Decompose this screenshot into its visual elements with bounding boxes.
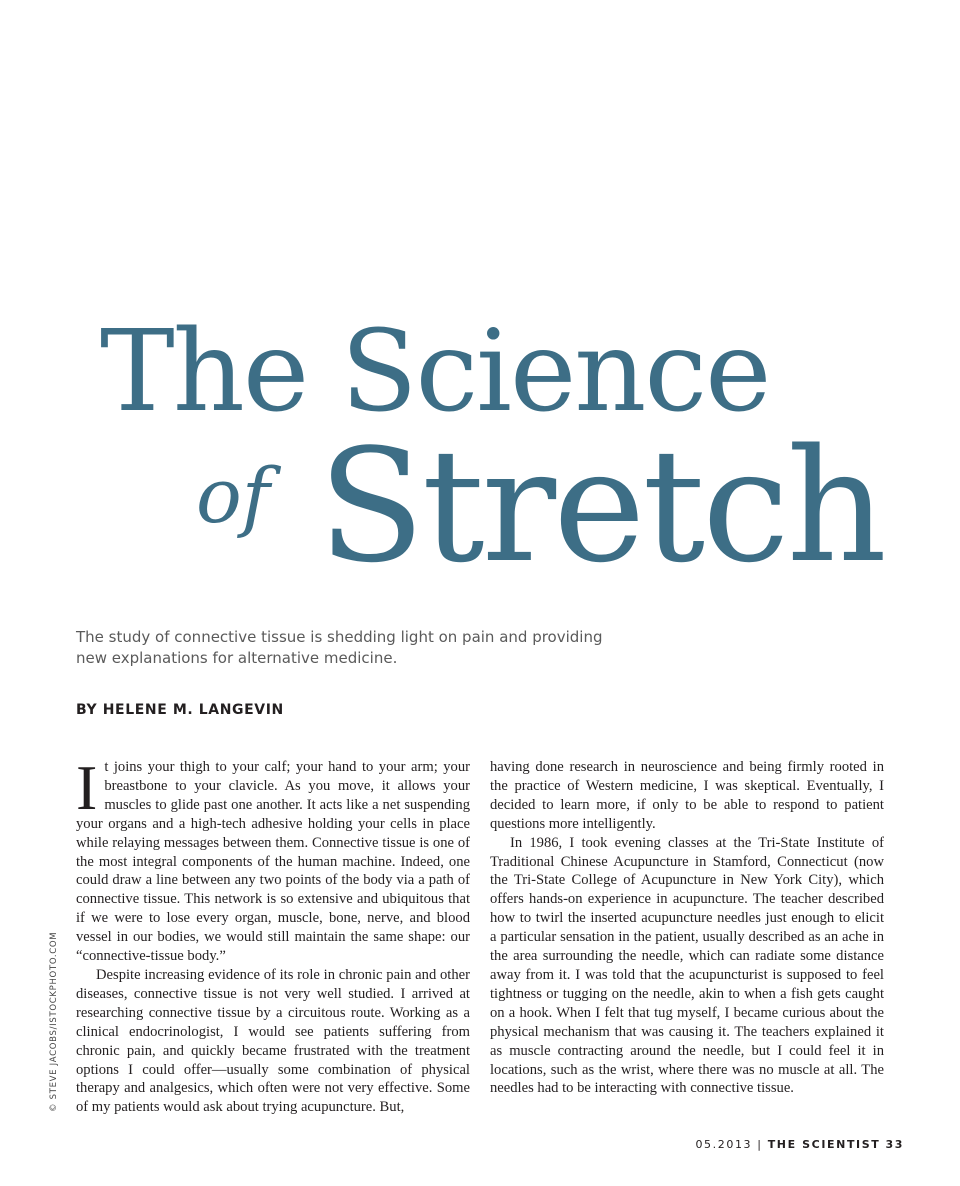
paragraph-3: having done research in neuroscience and being firmly rooted in the practice of Western medicine, I was skeptical. Eventually, I decided to learn more, if only to be able to respond to patient questions more intelligently. xyxy=(490,759,884,832)
paragraph-2: Despite increasing evidence of its role in chronic pain and other diseases, connective tissue is not very well studied. I arrived at researching connective tissue by a circuitous route. Working as a clinical endocrinologist, I would see patients suffering from chronic pain, and quickly became frustrated with the treatment options I could offer—usually some combination of physical therapy and analgesics, which often were not very effective. Some of my patients would ask about trying acupuncture. But, xyxy=(76,966,470,1116)
page-number: 33 xyxy=(885,1138,904,1151)
article-column-right xyxy=(490,758,884,1098)
photo-credit: © STEVE JACOBS/ISTOCKPHOTO.COM xyxy=(49,931,59,1112)
byline: BY HELENE M. LANGEVIN xyxy=(76,702,284,718)
paragraph-1-text: t joins your thigh to your calf; your hand to your arm; your breastbone to your clavicle. As you move, it allows your muscles to glide past one another. It acts like a net suspending your organs and a high-tech adhesive holding your cells in place while relaying messages between them. Connective tissue is one of the most integral components of the human machine. Indeed, one could draw a line between any two points of the body via a path of connective tissue. This network is so extensive and ubiquitous that if we were to lose every organ, muscle, bone, nerve, and blood vessel in our bodies, we would still maintain the same shape: our “connective-tissue body.” xyxy=(76,759,470,965)
dek-subtitle: The study of connective tissue is shedding light on pain and providing new explanations for alternative medicine. xyxy=(76,628,603,667)
paragraph-1 xyxy=(76,752,470,966)
title-of: of xyxy=(196,451,270,540)
paragraph-4: In 1986, I took evening classes at the Tri-State Institute of Traditional Chinese Acupuncture in Stamford, Connecticut (now the Tri-State College of Acupuncture in New York City), which offers hands-on experience in acupuncture. The teacher described how to twirl the inserted acupuncture needles just enough to elicit a particular sensation in the patient, usually described as an ache in the area surrounding the needle, which can radiate some distance away from it. I was told that the acupuncturist is supposed to feel tightness or tugging on the needle, akin to when a fish gets caught on a hook. When I felt that tug myself, I became curious about the physical mechanism that was causing it. The teachers explained it as muscle contracting around the needle, but I could feel it in locations, such as the wrist, where there was no muscle at all. The needles had to be interacting with connective tissue. xyxy=(490,834,884,1097)
drop-cap: I xyxy=(76,752,98,823)
issue-date: 05.2013 xyxy=(695,1138,753,1151)
article-column-left xyxy=(76,752,470,1117)
publication-name: THE SCIENTIST xyxy=(767,1138,881,1151)
title-line-2: Stretch xyxy=(318,415,884,597)
page-footer xyxy=(695,1138,904,1151)
footer-separator: | xyxy=(757,1138,763,1151)
title-line-1: The Science xyxy=(100,307,770,437)
